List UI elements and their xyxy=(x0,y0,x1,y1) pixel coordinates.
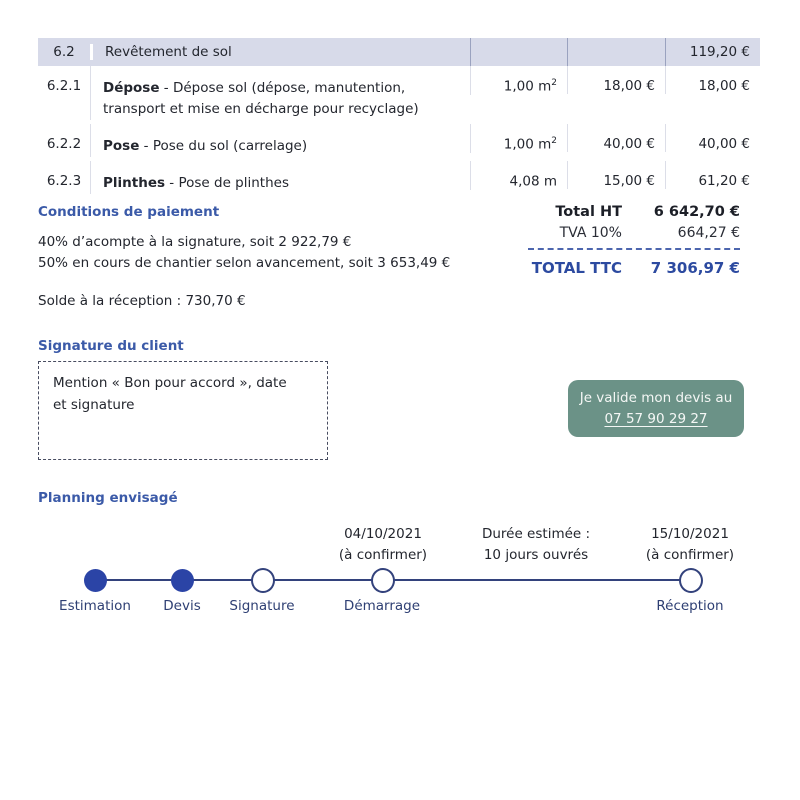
milestone-label-demarrage: Démarrage xyxy=(343,598,421,614)
row-description xyxy=(90,124,470,157)
table-section-row xyxy=(38,38,760,66)
totals-dashed-divider xyxy=(528,248,740,250)
row-description xyxy=(90,161,470,194)
totals-block xyxy=(528,204,740,282)
milestone-label-signature: Signature xyxy=(229,598,295,614)
row-desc-text: - Dépose sol (dépose, manutention, transport et mise en décharge pour recyclage) xyxy=(103,80,419,117)
row-quantity: 4,08 m xyxy=(470,161,567,190)
section-number: 6.2 xyxy=(53,44,75,60)
validate-button-label: Je valide mon devis au xyxy=(579,389,733,406)
tva-row xyxy=(528,225,740,241)
qty-superscript: 2 xyxy=(551,78,557,88)
payment-conditions-title: Conditions de paiement xyxy=(38,204,220,220)
row-term: Dépose xyxy=(103,80,160,96)
row-unit-price: 18,00 € xyxy=(567,66,665,94)
section-qty-cell xyxy=(470,38,567,66)
row-unit-price: 40,00 € xyxy=(567,124,665,152)
section-label: Revêtement de sol xyxy=(90,44,470,60)
row-total: 61,20 € xyxy=(665,161,760,189)
row-term: Pose xyxy=(103,138,140,154)
total-ht-value: 6 642,70 € xyxy=(653,204,740,220)
row-total: 18,00 € xyxy=(665,66,760,94)
row-desc-text: - Pose de plinthes xyxy=(165,175,290,191)
milestone-dot-demarrage xyxy=(371,568,395,593)
timeline-annotation-end-date: 15/10/2021 (à confirmer) xyxy=(645,526,735,563)
milestone-dot-signature xyxy=(251,568,275,593)
milestone-label-devis: Devis xyxy=(163,598,201,614)
signature-box[interactable] xyxy=(38,361,328,460)
signature-section-title: Signature du client xyxy=(38,338,184,354)
milestone-label-reception: Réception xyxy=(656,598,724,614)
payment-line-deposit: 40% d’acompte à la signature, soit 2 922,79 € xyxy=(38,234,352,250)
timeline-annotation-start-date: 04/10/2021 (à confirmer) xyxy=(338,526,428,563)
total-ttc-value: 7 306,97 € xyxy=(650,259,740,277)
section-unit-cell xyxy=(567,38,665,66)
row-number: 6.2.1 xyxy=(46,78,82,94)
timeline-annotation-duration: Durée estimée : 10 jours ouvrés xyxy=(481,526,591,563)
row-number: 6.2.3 xyxy=(46,173,82,189)
total-ttc-row xyxy=(528,259,740,277)
row-desc-text: - Pose du sol (carrelage) xyxy=(139,138,308,154)
row-description xyxy=(90,66,470,120)
milestone-dot-devis xyxy=(171,569,194,592)
total-ht-label: Total HT xyxy=(555,204,622,220)
signature-box-instruction: Mention « Bon pour accord », date et signature xyxy=(53,375,287,413)
validate-button-phone-link[interactable]: 07 57 90 29 27 xyxy=(604,410,708,427)
section-total: 119,20 € xyxy=(665,38,760,66)
row-unit-price: 15,00 € xyxy=(567,161,665,189)
payment-line-balance: Solde à la réception : 730,70 € xyxy=(38,293,246,309)
payment-conditions-section xyxy=(38,204,498,312)
table-row xyxy=(38,66,760,124)
qty-superscript: 2 xyxy=(551,136,557,146)
table-row xyxy=(38,124,760,161)
total-ttc-label: TOTAL TTC xyxy=(531,259,622,277)
milestone-label-estimation: Estimation xyxy=(59,598,131,614)
planning-section-title: Planning envisagé xyxy=(38,490,178,506)
tva-label: TVA 10% xyxy=(559,225,622,241)
row-term: Plinthes xyxy=(103,175,166,191)
total-ht-row xyxy=(528,204,740,220)
milestone-dot-estimation xyxy=(84,569,107,592)
row-quantity: 1,00 $m^2$ xyxy=(470,124,567,153)
validate-quote-button[interactable] xyxy=(568,380,744,437)
row-quantity: 1,00 $m^2$ xyxy=(470,66,567,95)
table-row xyxy=(38,161,760,198)
row-number: 6.2.2 xyxy=(46,136,82,152)
quote-table xyxy=(38,38,760,198)
payment-line-progress: 50% en cours de chantier selon avancement, soit 3 653,49 € xyxy=(38,255,451,271)
row-total: 40,00 € xyxy=(665,124,760,152)
milestone-dot-reception xyxy=(679,568,703,593)
tva-value: 664,27 € xyxy=(677,225,740,241)
